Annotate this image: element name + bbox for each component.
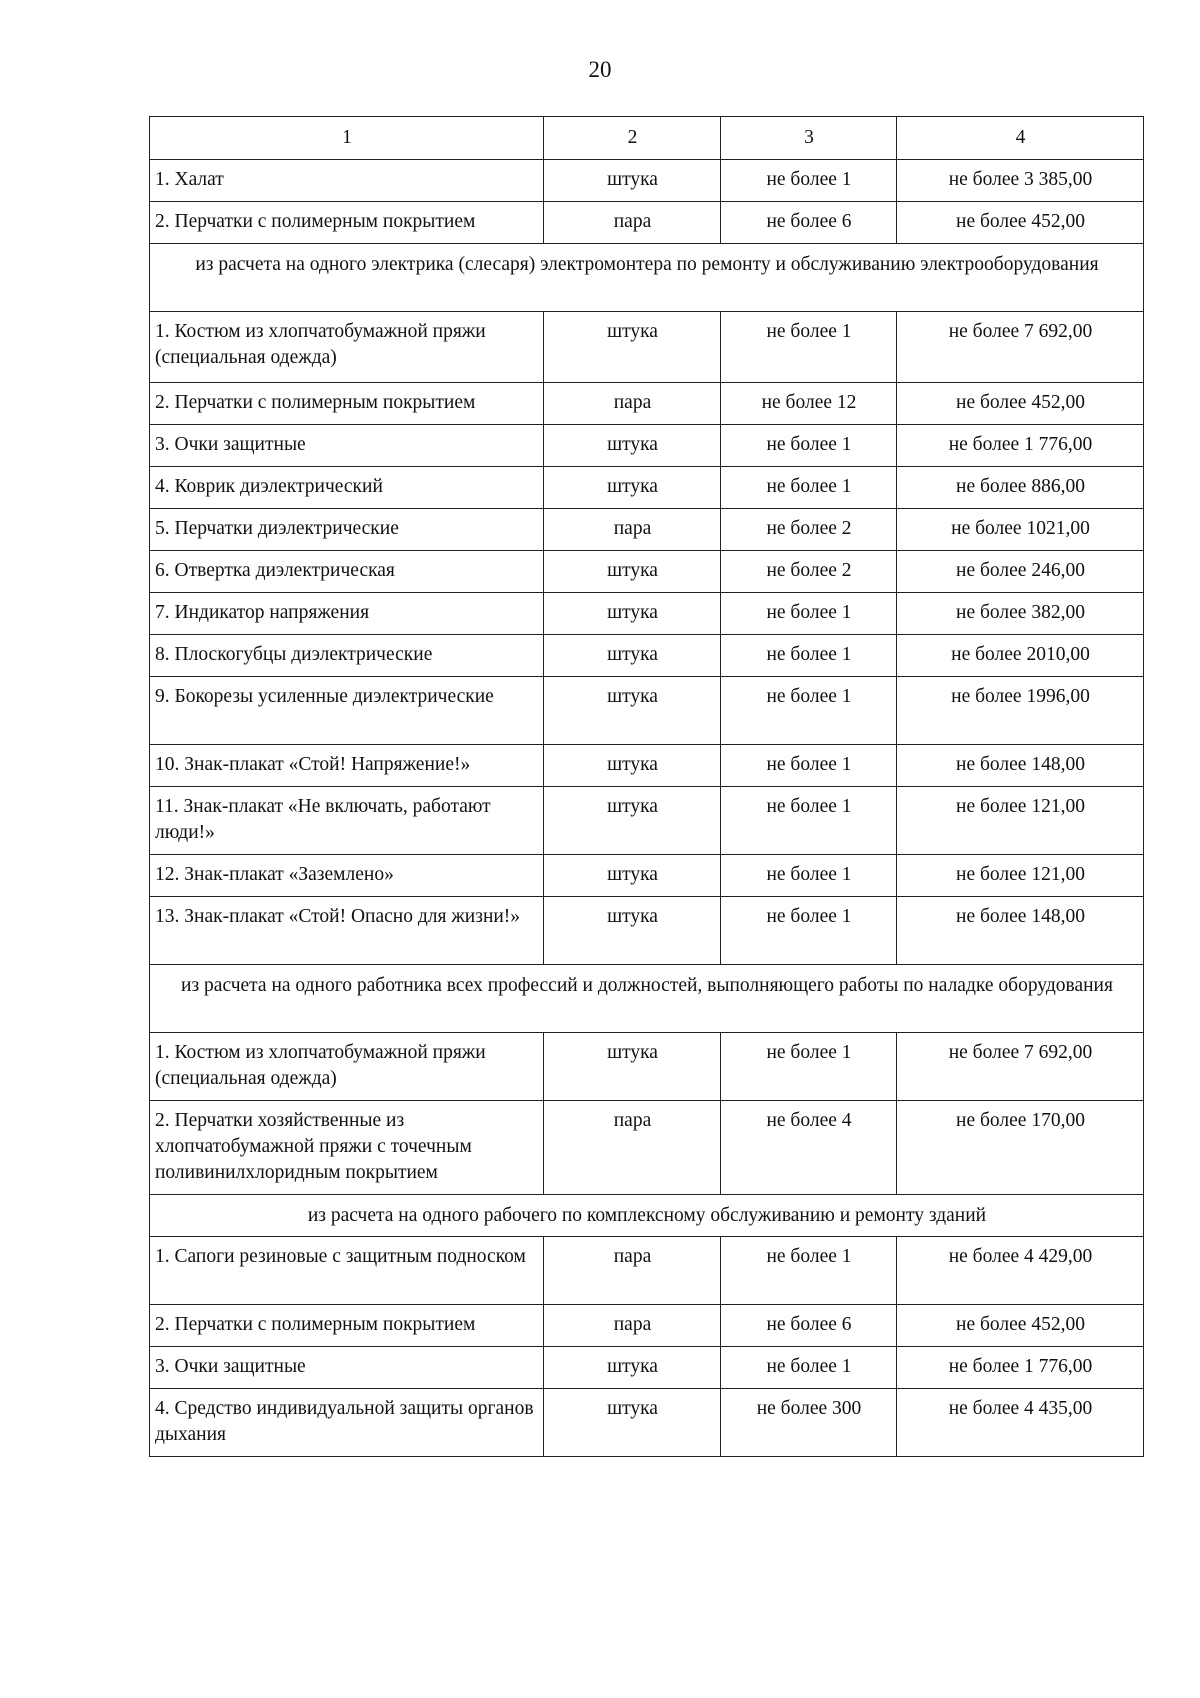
item-name-cell: 2. Перчатки с полимерным покрытием (150, 1305, 544, 1347)
unit-cell: пара (544, 383, 721, 425)
unit-cell: штука (544, 551, 721, 593)
unit-cell: штука (544, 787, 721, 855)
ppe-norms-table (149, 116, 1144, 1457)
item-name-cell: 2. Перчатки хозяйственные из хлопчатобумажной пряжи с точечным поливинилхлоридным покрытием (150, 1101, 544, 1195)
table-row (150, 897, 1144, 965)
table-row (150, 787, 1144, 855)
price-cell: не более 121,00 (897, 855, 1144, 897)
table-row (150, 855, 1144, 897)
column-number-3: 3 (721, 117, 897, 160)
unit-cell: штука (544, 1033, 721, 1101)
item-name-cell: 5. Перчатки диэлектрические (150, 509, 544, 551)
item-name-cell: 1. Костюм из хлопчатобумажной пряжи (специальная одежда) (150, 1033, 544, 1101)
unit-cell: штука (544, 745, 721, 787)
unit-cell: пара (544, 1237, 721, 1305)
quantity-cell: не более 1 (721, 677, 897, 745)
table-row (150, 312, 1144, 383)
item-name-cell: 1. Сапоги резиновые с защитным подноском (150, 1237, 544, 1305)
price-cell: не более 148,00 (897, 745, 1144, 787)
price-cell: не более 382,00 (897, 593, 1144, 635)
unit-cell: штука (544, 897, 721, 965)
table-row (150, 1347, 1144, 1389)
item-name-cell: 1. Костюм из хлопчатобумажной пряжи (специальная одежда) (150, 312, 544, 383)
section-header-row (150, 1195, 1144, 1237)
price-cell: не более 1996,00 (897, 677, 1144, 745)
table-row (150, 745, 1144, 787)
item-name-cell: 4. Коврик диэлектрический (150, 467, 544, 509)
table-row (150, 677, 1144, 745)
quantity-cell: не более 1 (721, 635, 897, 677)
column-number-row (150, 117, 1144, 160)
table-row (150, 551, 1144, 593)
price-cell: не более 3 385,00 (897, 160, 1144, 202)
quantity-cell: не более 12 (721, 383, 897, 425)
unit-cell: штука (544, 1389, 721, 1457)
price-cell: не более 886,00 (897, 467, 1144, 509)
unit-cell: штука (544, 425, 721, 467)
unit-cell: штука (544, 635, 721, 677)
unit-cell: штука (544, 855, 721, 897)
price-cell: не более 7 692,00 (897, 312, 1144, 383)
item-name-cell: 13. Знак-плакат «Стой! Опасно для жизни!» (150, 897, 544, 965)
item-name-cell: 12. Знак-плакат «Заземлено» (150, 855, 544, 897)
table-body (150, 117, 1144, 1457)
price-cell: не более 246,00 (897, 551, 1144, 593)
table-row (150, 425, 1144, 467)
column-number-2: 2 (544, 117, 721, 160)
column-number-4: 4 (897, 117, 1144, 160)
quantity-cell: не более 1 (721, 897, 897, 965)
table-row (150, 1389, 1144, 1457)
table-row (150, 1101, 1144, 1195)
price-cell: не более 7 692,00 (897, 1033, 1144, 1101)
table-row (150, 1305, 1144, 1347)
quantity-cell: не более 2 (721, 551, 897, 593)
unit-cell: пара (544, 509, 721, 551)
table-row (150, 467, 1144, 509)
item-name-cell: 8. Плоскогубцы диэлектрические (150, 635, 544, 677)
price-cell: не более 452,00 (897, 1305, 1144, 1347)
price-cell: не более 452,00 (897, 202, 1144, 244)
table-row (150, 202, 1144, 244)
table-row (150, 1237, 1144, 1305)
quantity-cell: не более 1 (721, 312, 897, 383)
unit-cell: штука (544, 677, 721, 745)
item-name-cell: 3. Очки защитные (150, 425, 544, 467)
item-name-cell: 3. Очки защитные (150, 1347, 544, 1389)
table-row (150, 160, 1144, 202)
unit-cell: штука (544, 312, 721, 383)
quantity-cell: не более 1 (721, 593, 897, 635)
quantity-cell: не более 1 (721, 855, 897, 897)
section-header-text: из расчета на одного работника всех профессий и должностей, выполняющего работы по наладке оборудования (150, 965, 1144, 1033)
page-number: 20 (588, 57, 612, 82)
quantity-cell: не более 1 (721, 787, 897, 855)
item-name-cell: 7. Индикатор напряжения (150, 593, 544, 635)
item-name-cell: 6. Отвертка диэлектрическая (150, 551, 544, 593)
table-row (150, 1033, 1144, 1101)
price-cell: не более 148,00 (897, 897, 1144, 965)
unit-cell: штука (544, 160, 721, 202)
quantity-cell: не более 2 (721, 509, 897, 551)
quantity-cell: не более 1 (721, 467, 897, 509)
table-row (150, 635, 1144, 677)
item-name-cell: 2. Перчатки с полимерным покрытием (150, 383, 544, 425)
column-number-1: 1 (150, 117, 544, 160)
section-header-text: из расчета на одного рабочего по комплексному обслуживанию и ремонту зданий (150, 1195, 1144, 1237)
table-row (150, 509, 1144, 551)
item-name-cell: 10. Знак-плакат «Стой! Напряжение!» (150, 745, 544, 787)
table-row (150, 593, 1144, 635)
price-cell: не более 4 429,00 (897, 1237, 1144, 1305)
quantity-cell: не более 1 (721, 745, 897, 787)
price-cell: не более 170,00 (897, 1101, 1144, 1195)
quantity-cell: не более 4 (721, 1101, 897, 1195)
price-cell: не более 4 435,00 (897, 1389, 1144, 1457)
quantity-cell: не более 1 (721, 160, 897, 202)
price-cell: не более 452,00 (897, 383, 1144, 425)
unit-cell: штука (544, 467, 721, 509)
quantity-cell: не более 6 (721, 202, 897, 244)
quantity-cell: не более 1 (721, 425, 897, 467)
price-cell: не более 121,00 (897, 787, 1144, 855)
section-header-row (150, 965, 1144, 1033)
unit-cell: штука (544, 1347, 721, 1389)
quantity-cell: не более 6 (721, 1305, 897, 1347)
item-name-cell: 11. Знак-плакат «Не включать, работают люди!» (150, 787, 544, 855)
item-name-cell: 9. Бокорезы усиленные диэлектрические (150, 677, 544, 745)
item-name-cell: 1. Халат (150, 160, 544, 202)
item-name-cell: 2. Перчатки с полимерным покрытием (150, 202, 544, 244)
table-row (150, 383, 1144, 425)
quantity-cell: не более 1 (721, 1347, 897, 1389)
unit-cell: штука (544, 593, 721, 635)
item-name-cell: 4. Средство индивидуальной защиты органов дыхания (150, 1389, 544, 1457)
price-cell: не более 1 776,00 (897, 425, 1144, 467)
price-cell: не более 2010,00 (897, 635, 1144, 677)
section-header-text: из расчета на одного электрика (слесаря) электромонтера по ремонту и обслуживанию электрооборудования (150, 244, 1144, 312)
quantity-cell: не более 300 (721, 1389, 897, 1457)
section-header-row (150, 244, 1144, 312)
unit-cell: пара (544, 202, 721, 244)
quantity-cell: не более 1 (721, 1237, 897, 1305)
unit-cell: пара (544, 1101, 721, 1195)
quantity-cell: не более 1 (721, 1033, 897, 1101)
price-cell: не более 1021,00 (897, 509, 1144, 551)
price-cell: не более 1 776,00 (897, 1347, 1144, 1389)
unit-cell: пара (544, 1305, 721, 1347)
